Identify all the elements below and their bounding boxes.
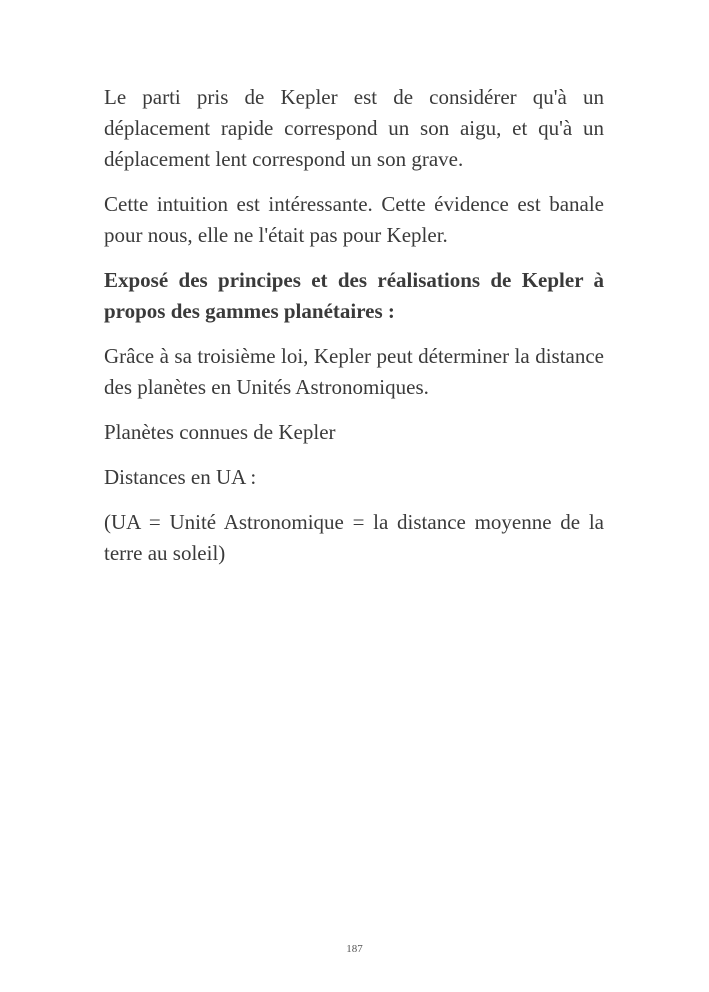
paragraph-kepler-premise: Le parti pris de Kepler est de considérer qu'à un déplacement rapide correspond un son aigu, et qu'à un déplacement lent correspond un son grave. [104, 85, 604, 171]
section-heading: Exposé des principes et des réalisations de Kepler à propos des gammes planétaires : [104, 268, 604, 323]
paragraph-distances-ua: Distances en UA : [104, 465, 257, 489]
paragraph-known-planets: Planètes connues de Kepler [104, 420, 336, 444]
paragraph-intuition: Cette intuition est intéressante. Cette évidence est banale pour nous, elle ne l'était pas pour Kepler. [104, 192, 604, 247]
document-page [104, 82, 604, 583]
page-number: 187 [346, 943, 363, 955]
paragraph-ua-definition: (UA = Unité Astronomique = la distance moyenne de la terre au soleil) [104, 510, 604, 565]
paragraph-third-law: Grâce à sa troisième loi, Kepler peut déterminer la distance des planètes en Unités Astronomiques. [104, 344, 604, 399]
